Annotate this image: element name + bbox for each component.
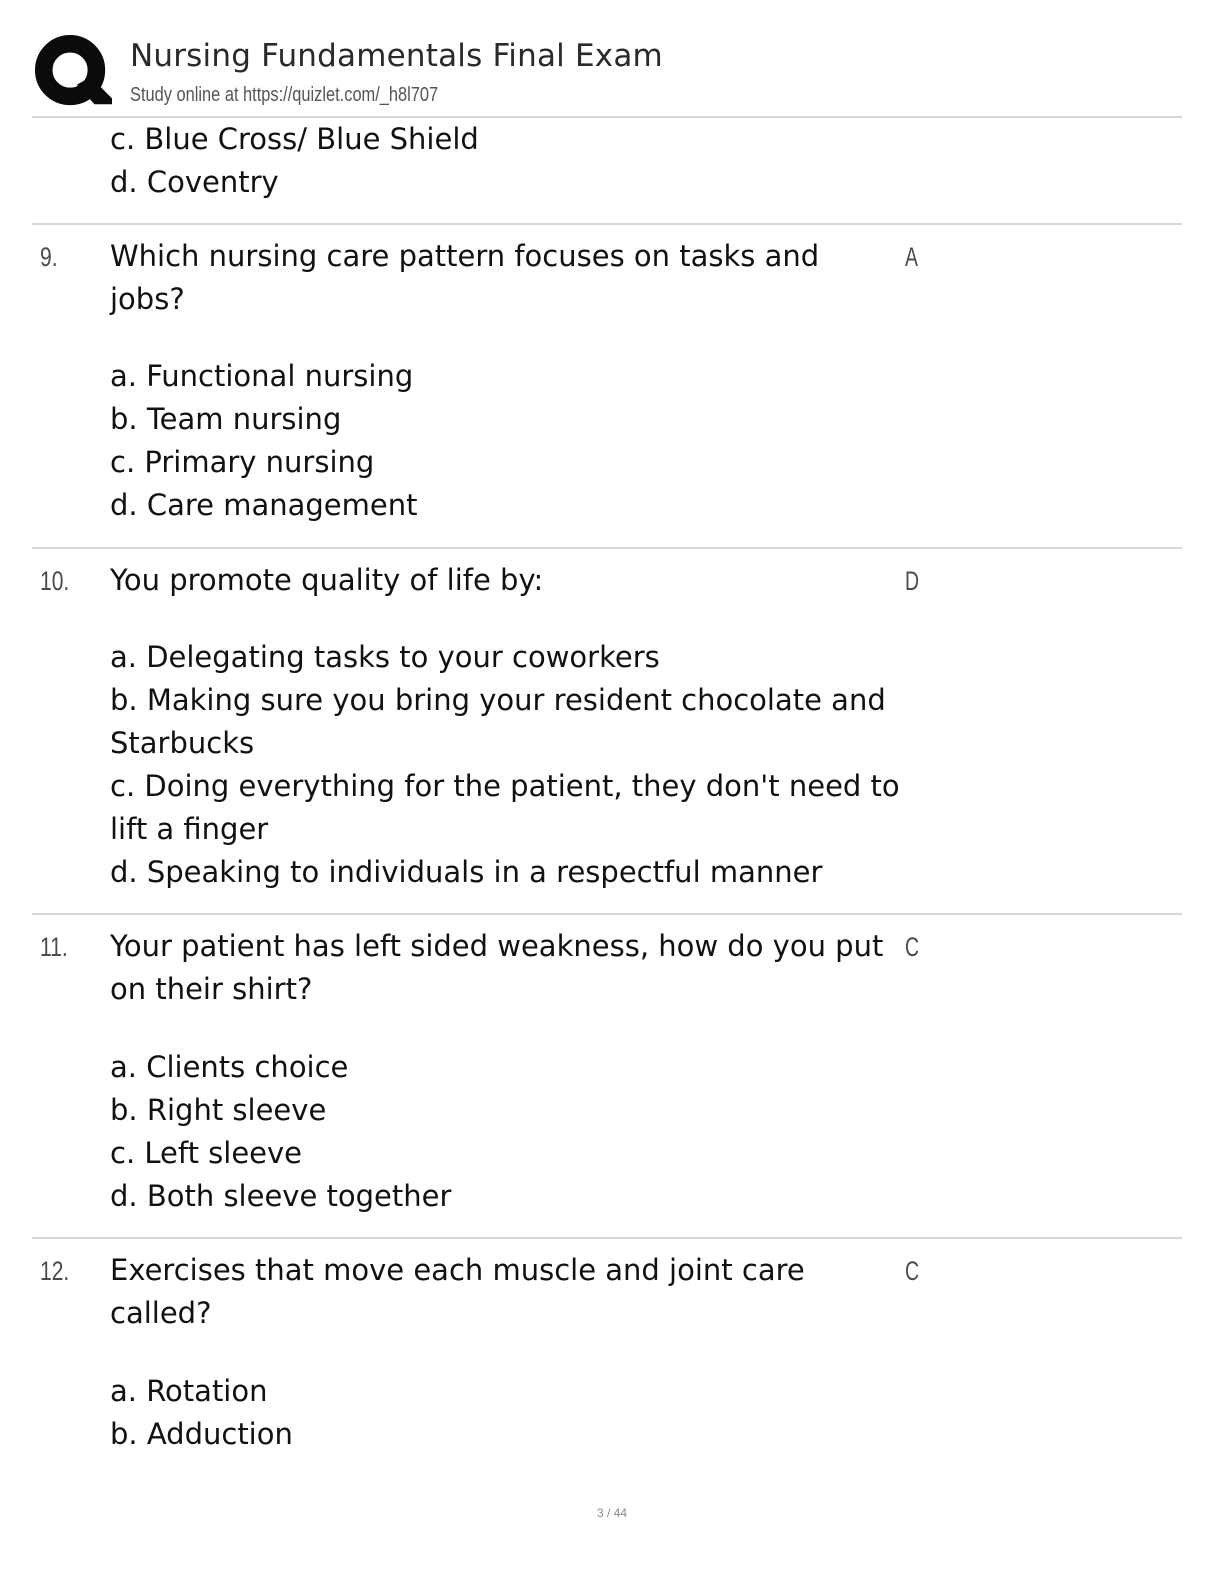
answer-key: A — [905, 242, 918, 272]
option-line: a. Functional nursing — [110, 359, 414, 393]
answer-key: D — [905, 566, 920, 596]
option-line: a. Clients choice — [110, 1050, 349, 1084]
quizlet-logo-icon — [34, 34, 112, 112]
row-divider — [32, 1237, 1182, 1239]
question-text-line: Which nursing care pattern focuses on tasks and — [110, 239, 820, 273]
option-line: a. Delegating tasks to your coworkers — [110, 640, 660, 674]
option-line: lift a finger — [110, 812, 269, 846]
option-line: d. Care management — [110, 488, 418, 522]
question-number: 11. — [40, 932, 68, 962]
option-line: d. Both sleeve together — [110, 1179, 452, 1213]
row-divider — [32, 223, 1182, 225]
option-line: c. Blue Cross/ Blue Shield — [110, 122, 479, 156]
option-line: Starbucks — [110, 726, 255, 760]
option-line: d. Coventry — [110, 165, 279, 199]
option-line: c. Left sleeve — [110, 1136, 303, 1170]
option-line: b. Adduction — [110, 1417, 293, 1451]
question-text-line: Exercises that move each muscle and joint care — [110, 1253, 805, 1287]
row-divider — [32, 547, 1182, 549]
page-number: 3 / 44 — [596, 1506, 628, 1520]
answer-key: C — [905, 932, 920, 962]
option-line: d. Speaking to individuals in a respectful manner — [110, 855, 823, 889]
option-line: b. Team nursing — [110, 402, 342, 436]
row-divider — [32, 913, 1182, 915]
answer-key: C — [905, 1256, 920, 1286]
question-text-line: Your patient has left sided weakness, how do you put — [110, 929, 884, 963]
document-title: Nursing Fundamentals Final Exam — [130, 38, 663, 74]
option-line: c. Primary nursing — [110, 445, 375, 479]
page-header — [32, 28, 1182, 116]
study-online-link[interactable]: Study online at https://quizlet.com/_h8l707 — [130, 84, 439, 106]
option-line: c. Doing everything for the patient, they don't need to — [110, 769, 900, 803]
question-text-line: called? — [110, 1296, 212, 1330]
question-number: 10. — [40, 566, 70, 596]
question-number: 12. — [40, 1256, 70, 1286]
option-line: a. Rotation — [110, 1374, 268, 1408]
question-text-line: You promote quality of life by: — [110, 563, 544, 597]
question-number: 9. — [40, 242, 58, 272]
question-text-line: on their shirt? — [110, 972, 313, 1006]
option-line: b. Making sure you bring your resident chocolate and — [110, 683, 886, 717]
option-line: b. Right sleeve — [110, 1093, 327, 1127]
question-text-line: jobs? — [110, 282, 185, 316]
